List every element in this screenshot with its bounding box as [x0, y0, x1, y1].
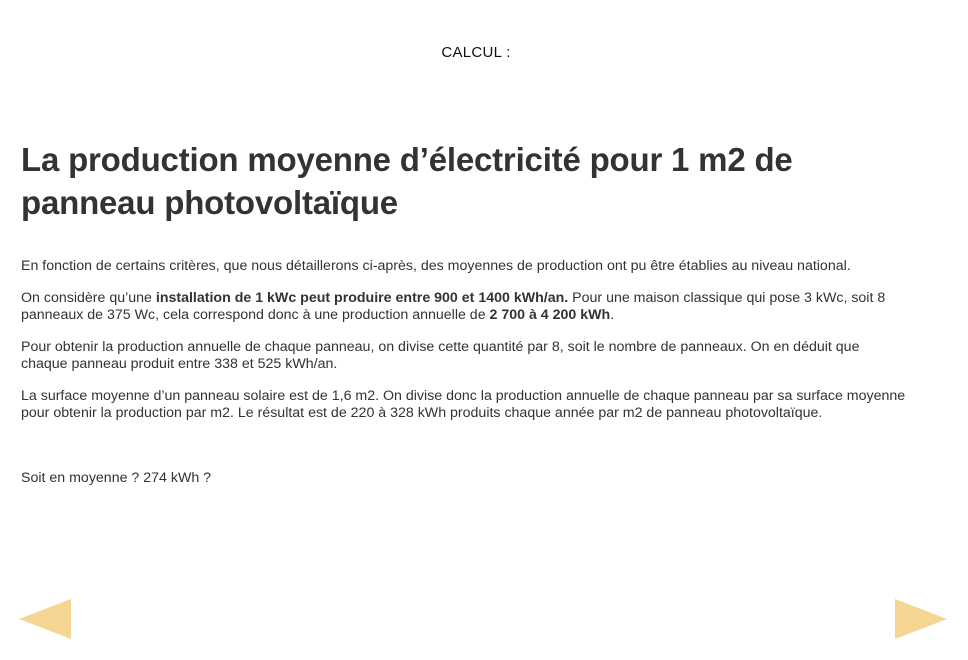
paragraph-2-text-a: On considère qu’une [21, 290, 156, 306]
paragraph-2 [21, 290, 968, 324]
paragraph-3 [21, 339, 968, 373]
summary-text: Soit en moyenne ? 274 kWh ? [21, 470, 212, 486]
paragraph-2-line-1 [21, 290, 968, 307]
paragraph-2-bold-production: 2 700 à 4 200 kWh [489, 307, 611, 323]
triangle-left-icon[interactable] [19, 599, 71, 639]
paragraph-2-line-2 [21, 307, 968, 324]
paragraph-2-text-c: Pour une maison classique qui pose 3 kWc, soit 8 [568, 290, 886, 306]
paragraph-3-line-2: chaque panneau produit entre 338 et 525 kWh/an. [21, 356, 338, 372]
paragraph-1: En fonction de certains critères, que nous détaillerons ci-après, des moyennes de production ont pu être établies au niveau national. [21, 258, 851, 274]
article-title: La production moyenne d’électricité pour 1 m2 de panneau photovoltaïque [21, 141, 793, 221]
article-body [21, 258, 968, 437]
triangle-right-icon[interactable] [895, 599, 947, 639]
paragraph-4-line-1: La surface moyenne d’un panneau solaire est de 1,6 m2. On divise donc la production annuelle de chaque panneau par sa surface moyenne [21, 388, 906, 404]
paragraph-4 [21, 388, 968, 422]
calc-label: CALCUL : [441, 44, 511, 61]
paragraph-2-bold-installation: installation de 1 kWc peut produire entre 900 et 1400 kWh/an. [155, 290, 569, 306]
paragraph-3-line-1: Pour obtenir la production annuelle de chaque panneau, on divise cette quantité par 8, soit le nombre de panneaux. On en déduit que [21, 339, 860, 355]
paragraph-2-text-f: . [610, 307, 615, 323]
paragraph-4-line-2: pour obtenir la production par m2. Le résultat est de 220 à 328 kWh produits chaque année par m2 de panneau photovoltaïque. [21, 405, 823, 421]
paragraph-2-text-d: panneaux de 375 Wc, cela correspond donc à une production annuelle de [21, 307, 490, 323]
